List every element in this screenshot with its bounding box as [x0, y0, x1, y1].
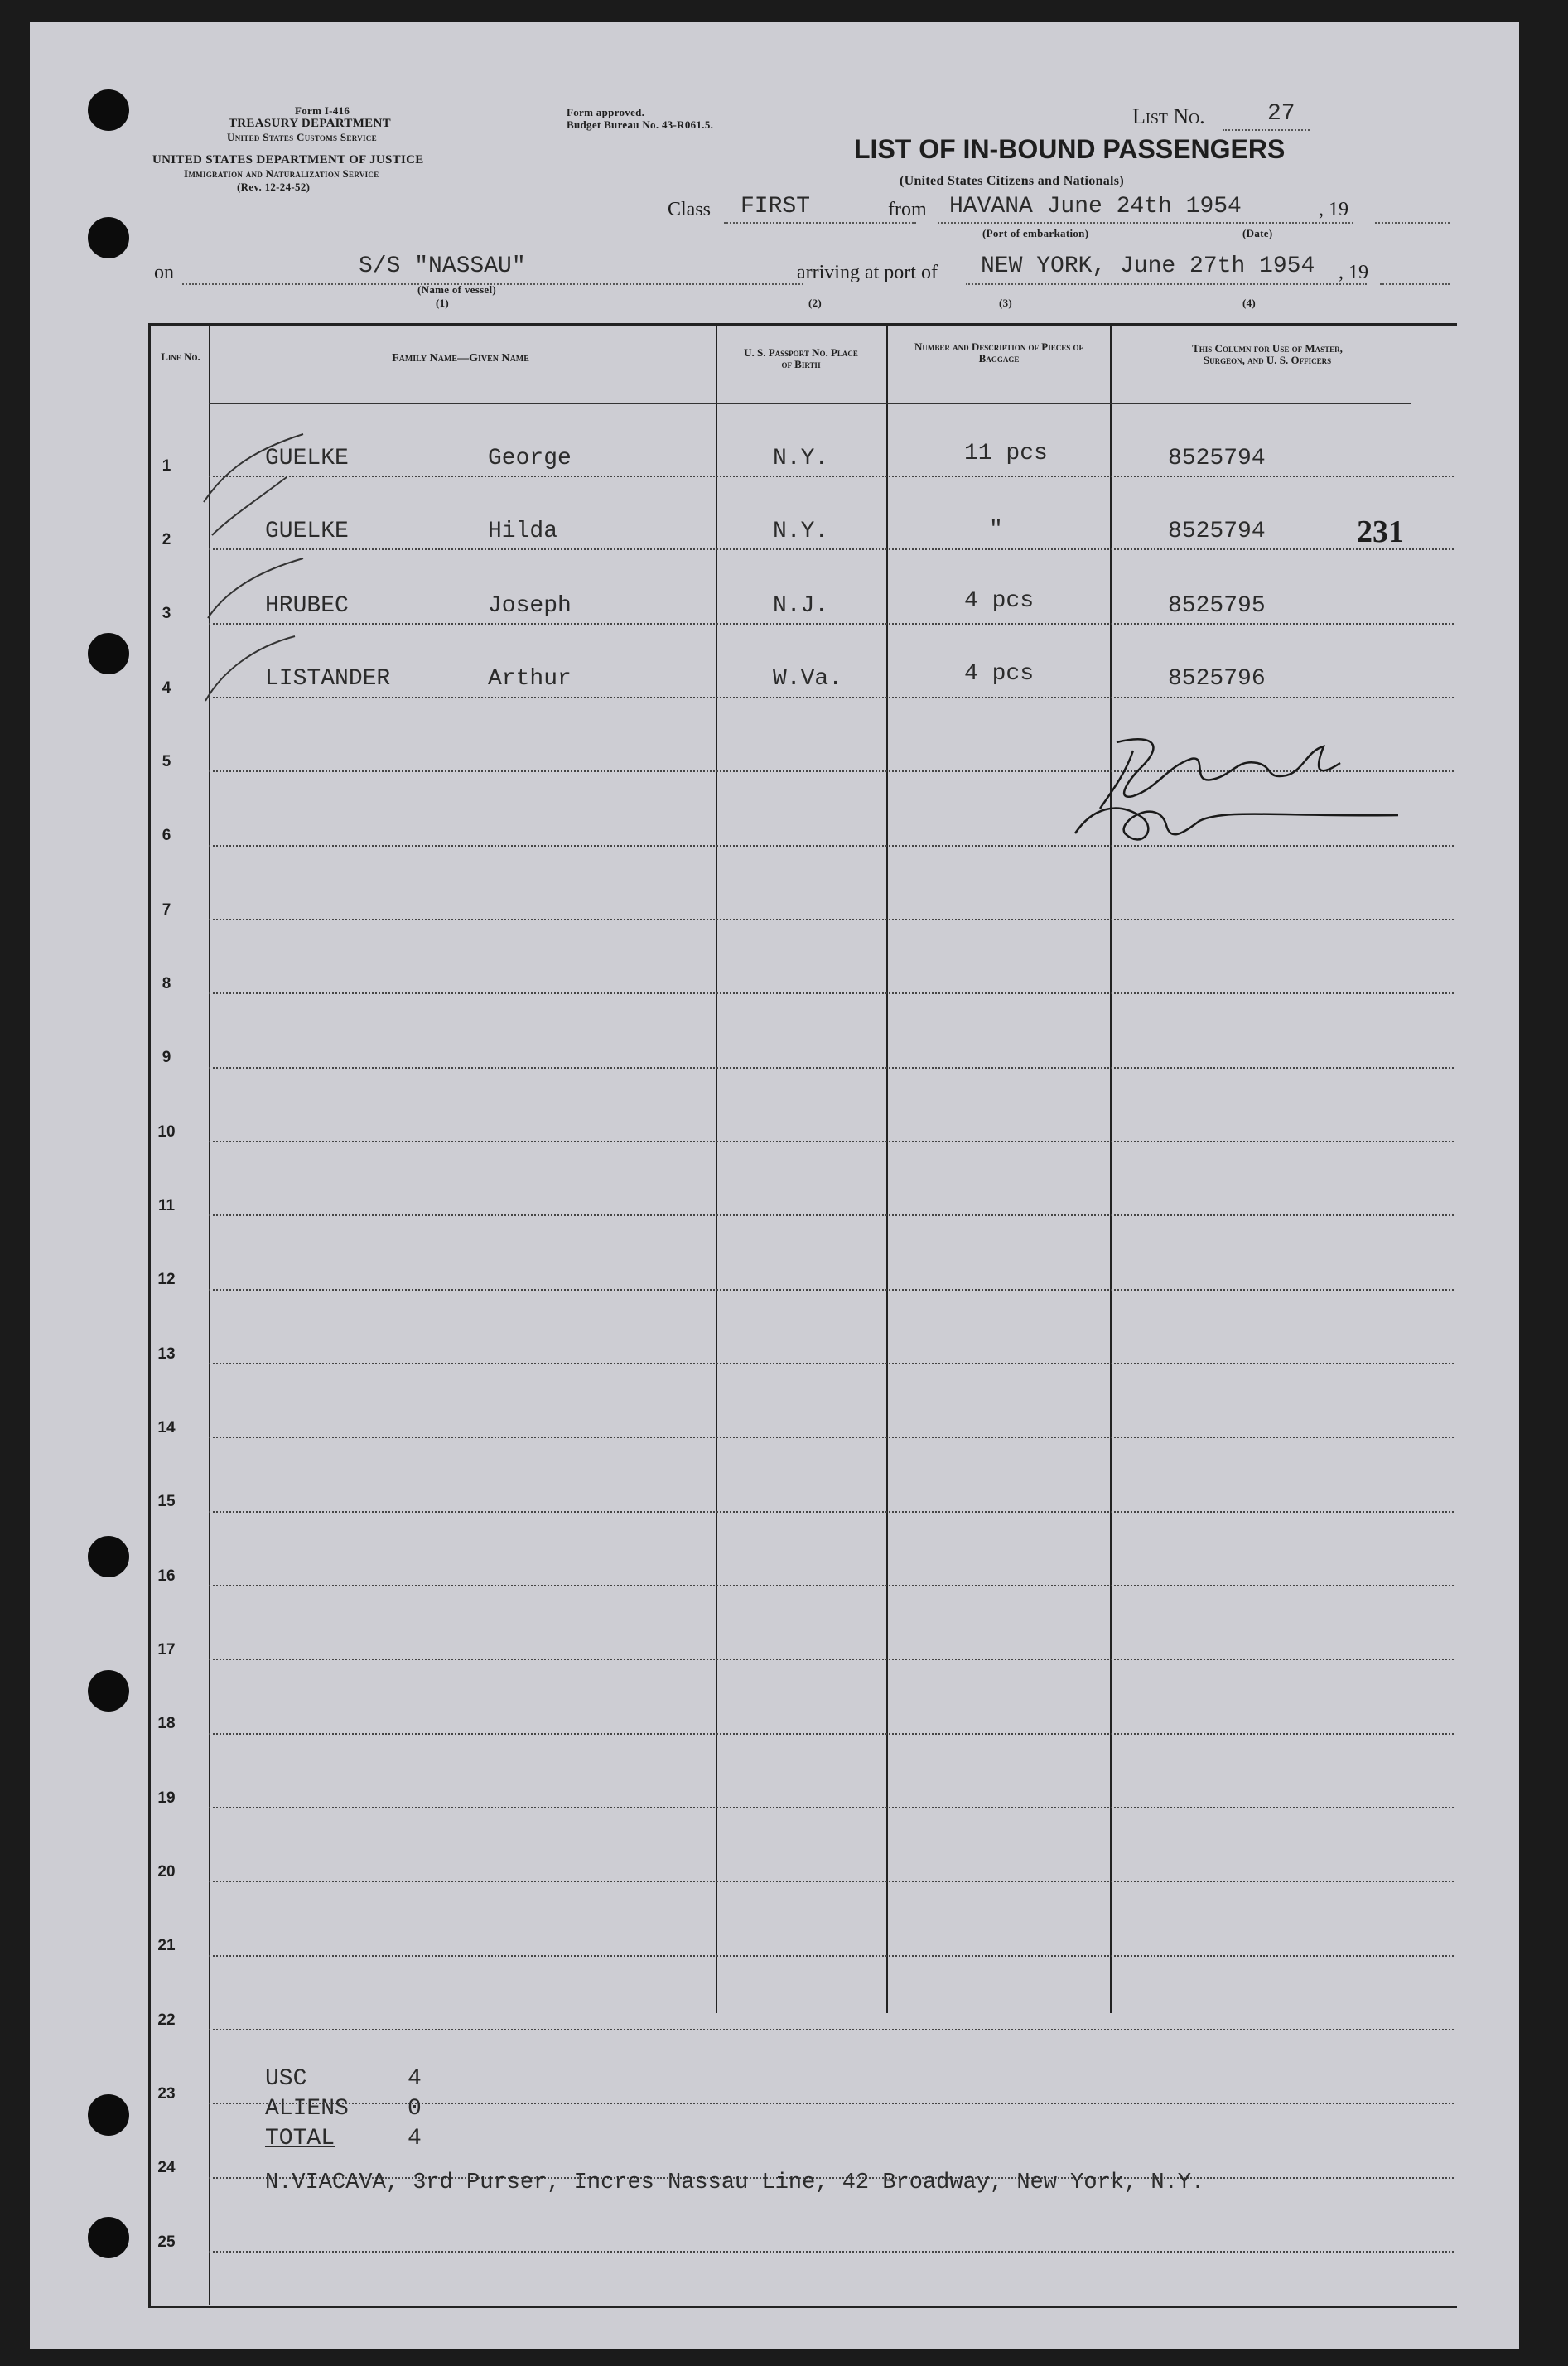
line-number: 18 [157, 1715, 176, 1732]
row-line [209, 2029, 1454, 2030]
line-number: 15 [157, 1493, 176, 1510]
line-number: 1 [162, 457, 171, 475]
line-number: 10 [157, 1123, 176, 1141]
line-number: 22 [157, 2011, 176, 2029]
line-number: 9 [162, 1049, 171, 1066]
budget-bureau: Budget Bureau No. 43-R061.5. [567, 118, 714, 131]
col-divider-passport [886, 323, 888, 2013]
passenger-officer-number: 8525796 [1168, 666, 1266, 692]
passenger-family-name: GUELKE [265, 446, 349, 471]
header-officers: This Column for Use of Master, Surgeon, and U. S. Officers [1192, 342, 1343, 366]
check-marks [195, 419, 311, 717]
line-number: 11 [157, 1197, 176, 1214]
from-label: from [888, 199, 927, 220]
line-number: 5 [162, 753, 171, 770]
row-line [209, 476, 1454, 477]
check-mark [212, 477, 287, 535]
line-number: 14 [157, 1419, 176, 1436]
row-line [209, 1141, 1454, 1142]
row-line [209, 2251, 1454, 2253]
line-number: 3 [162, 605, 171, 622]
line-number: 7 [162, 901, 171, 919]
treasury-department: TREASURY DEPARTMENT [229, 117, 391, 130]
passenger-family-name: GUELKE [265, 519, 349, 544]
row-line [209, 1881, 1454, 1882]
punch-hole [88, 1536, 129, 1577]
list-no-line [1223, 129, 1310, 131]
caption-1: (1) [436, 297, 450, 309]
ins-service: Immigration and Naturalization Service [184, 167, 379, 180]
passenger-baggage: 4 pcs [964, 588, 1035, 614]
passenger-given-name: Hilda [488, 519, 558, 544]
line-number: 8 [162, 975, 171, 992]
line-number: 16 [157, 1567, 176, 1585]
line-number: 25 [157, 2233, 176, 2251]
arriving-label: arriving at port of [797, 262, 938, 283]
header-name: Family Name—Given Name [392, 352, 529, 365]
passenger-officer-number: 8525794 [1168, 446, 1266, 471]
aliens-value: 0 [408, 2096, 422, 2122]
passenger-given-name: George [488, 446, 572, 471]
page-subtitle: (United States Citizens and Nationals) [900, 174, 1124, 188]
row-line [209, 1363, 1454, 1364]
list-no-label: List No. [1132, 104, 1205, 128]
row-line [209, 992, 1454, 994]
line-number: 2 [162, 531, 171, 548]
caption-3: (3) [999, 297, 1013, 309]
header-passport: U. S. Passport No. Place of Birth [744, 346, 858, 370]
row-line [209, 623, 1454, 625]
page-title: LIST OF IN-BOUND PASSENGERS [854, 134, 1286, 164]
passenger-officer-number: 8525794 [1168, 519, 1266, 544]
row-line [209, 1585, 1454, 1586]
line-number: 21 [157, 1937, 176, 1954]
header-baggage: Number and Description of Pieces of Baggage [914, 340, 1083, 365]
punch-hole [88, 633, 129, 674]
line-number: 19 [157, 1789, 176, 1807]
passenger-given-name: Joseph [488, 593, 572, 619]
line-number: 23 [157, 2085, 176, 2103]
passenger-family-name: LISTANDER [265, 666, 391, 692]
purser-line: N.VIACAVA, 3rd Purser, Incres Nassau Line, 42 Broadway, New York, N.Y. [265, 2170, 1205, 2195]
passenger-family-name: HRUBEC [265, 593, 349, 619]
row-line [209, 919, 1454, 920]
line-number: 24 [157, 2159, 176, 2176]
check-mark [205, 636, 295, 701]
class-line [724, 222, 916, 224]
row-line [209, 548, 1454, 550]
row-line [209, 1955, 1454, 1957]
justice-department: UNITED STATES DEPARTMENT OF JUSTICE [152, 153, 424, 167]
from-value: HAVANA June 24th 1954 [949, 194, 1242, 220]
form-approved: Form approved. [567, 106, 645, 118]
passenger-table [148, 323, 1457, 2308]
passenger-birth: N.Y. [773, 446, 829, 471]
line-number: 6 [162, 827, 171, 844]
list-no-value: 27 [1267, 101, 1295, 127]
vessel-caption: (Name of vessel) [417, 283, 497, 296]
officer-signature [1067, 717, 1415, 867]
line-number: 13 [157, 1345, 176, 1363]
stamp-number: 231 [1357, 514, 1404, 549]
col-divider-baggage [1110, 323, 1112, 2013]
punch-hole [88, 2094, 129, 2136]
usc-label: USC [265, 2066, 307, 2092]
class-value: FIRST [741, 194, 811, 220]
passenger-baggage: 4 pcs [964, 661, 1035, 687]
arriving-line [966, 283, 1367, 285]
caption-4: (4) [1242, 297, 1257, 309]
line-number: 20 [157, 1863, 176, 1881]
header-line-no: Line No. [161, 350, 200, 363]
row-line [209, 1436, 1454, 1438]
row-line [209, 1214, 1454, 1216]
total-label: TOTAL [265, 2126, 335, 2151]
punch-hole [88, 2217, 129, 2258]
passenger-birth: N.Y. [773, 519, 829, 544]
on-label: on [154, 262, 174, 283]
line-number: 4 [162, 679, 171, 697]
line-number: 12 [157, 1271, 176, 1288]
aliens-label: ALIENS [265, 2096, 349, 2122]
arriving-year-suffix: , 19 [1339, 262, 1368, 283]
form-revision: (Rev. 12-24-52) [237, 181, 311, 193]
arriving-value: NEW YORK, June 27th 1954 [981, 254, 1315, 279]
col-divider-name [716, 323, 717, 2013]
class-label: Class [668, 199, 712, 220]
row-line [209, 1289, 1454, 1291]
punch-hole [88, 1670, 129, 1712]
customs-service: United States Customs Service [227, 131, 377, 143]
passenger-birth: W.Va. [773, 666, 843, 692]
row-line [209, 1067, 1454, 1069]
usc-value: 4 [408, 2066, 422, 2092]
row-line [209, 1807, 1454, 1808]
passenger-baggage: 11 pcs [964, 441, 1048, 466]
vessel-value: S/S "NASSAU" [359, 254, 526, 279]
date-caption: (Date) [1242, 227, 1273, 239]
from-year-line [1375, 222, 1450, 224]
form-number: Form I-416 [295, 104, 350, 117]
header-rule [209, 403, 1411, 404]
from-year-suffix: , 19 [1319, 199, 1348, 220]
passenger-baggage: " [989, 517, 1003, 543]
line-number: 17 [157, 1641, 176, 1659]
form-sheet [30, 22, 1519, 2349]
check-mark [208, 558, 303, 618]
row-line [209, 1659, 1454, 1660]
row-line [209, 2103, 1454, 2104]
row-line [209, 697, 1454, 698]
total-value: 4 [408, 2126, 422, 2151]
passenger-given-name: Arthur [488, 666, 572, 692]
from-line [938, 222, 1353, 224]
arriving-year-line [1380, 283, 1450, 285]
row-line [209, 1733, 1454, 1735]
row-line [209, 1511, 1454, 1513]
port-embarkation-caption: (Port of embarkation) [982, 227, 1089, 239]
punch-hole [88, 89, 129, 131]
check-mark [204, 434, 303, 502]
punch-hole [88, 217, 129, 258]
passenger-officer-number: 8525795 [1168, 593, 1266, 619]
passenger-birth: N.J. [773, 593, 829, 619]
caption-2: (2) [808, 297, 823, 309]
